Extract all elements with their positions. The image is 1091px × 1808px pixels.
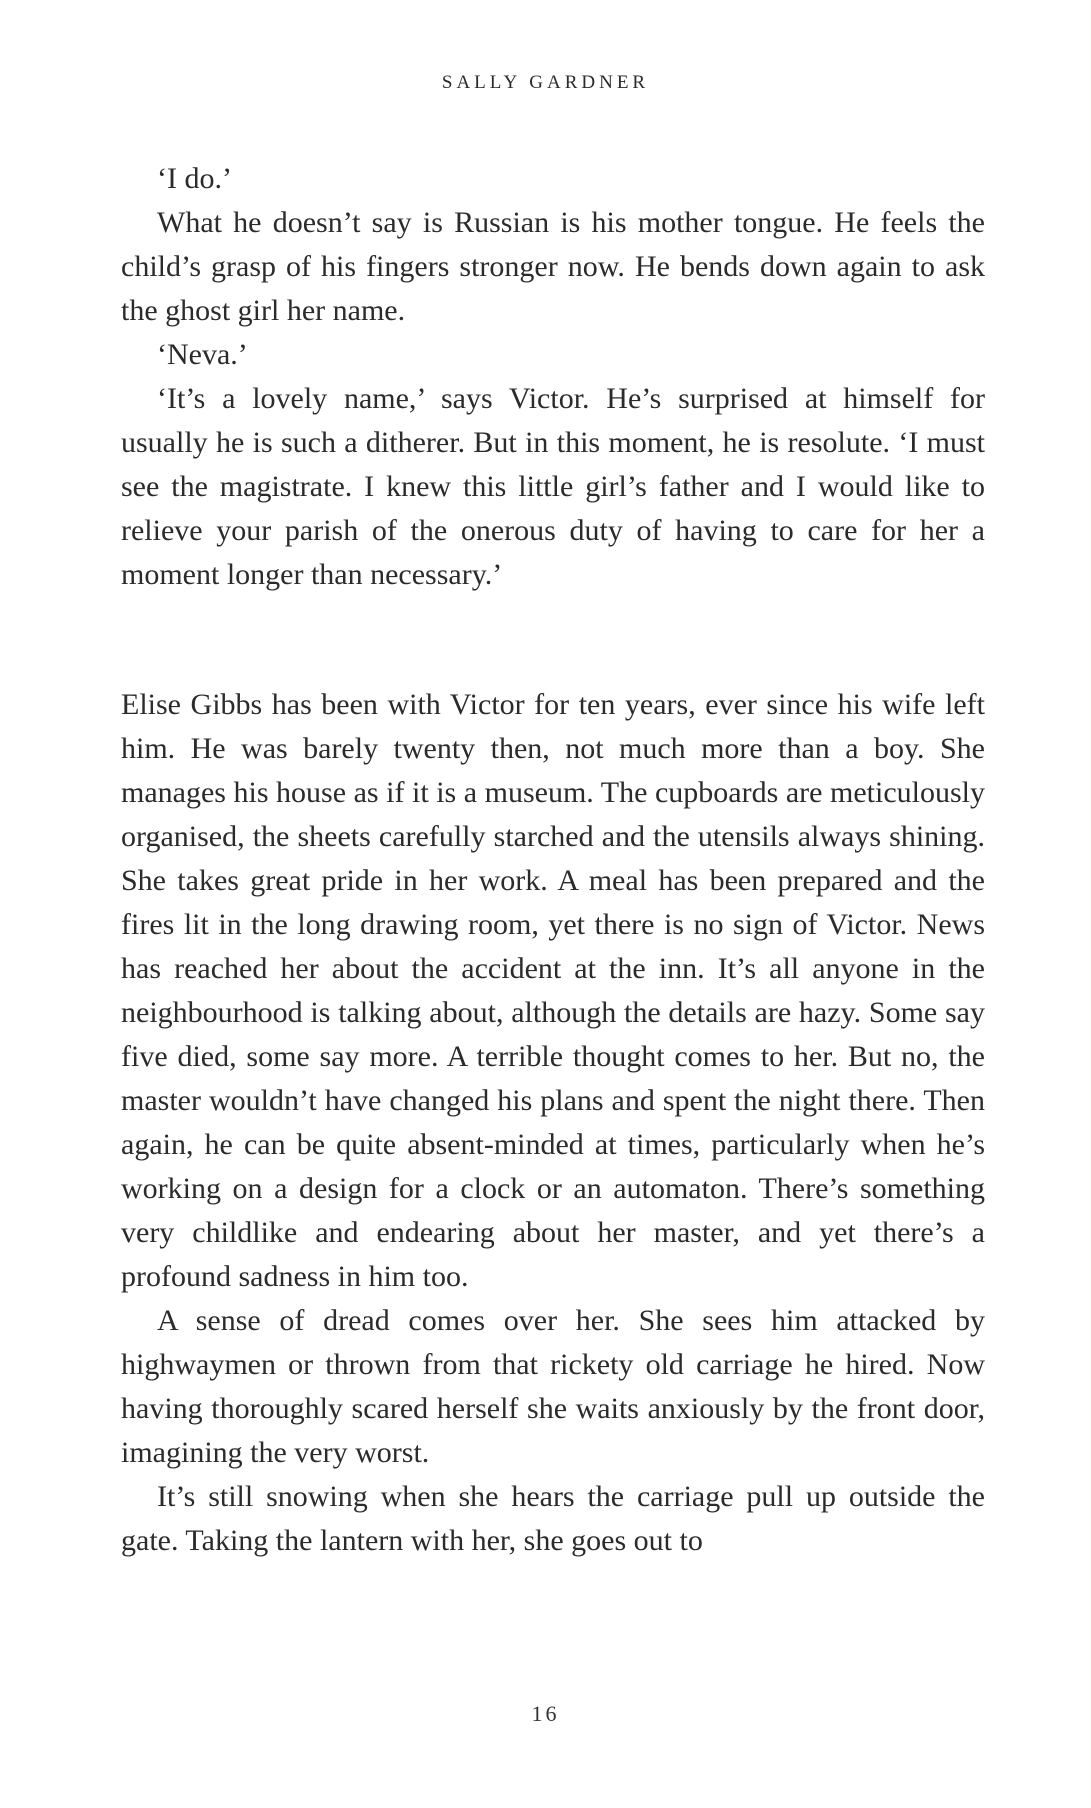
section-two-body (121, 683, 985, 1563)
running-head: SALLY GARDNER (441, 72, 650, 93)
paragraph: A sense of dread comes over her. She sees him attacked by highwaymen or thrown from that rickety old carriage he hired. Now having thoroughly scared herself she waits anxiously by the front door, imagining the very worst. (121, 1304, 985, 1469)
paragraph: ‘It’s a lovely name,’ says Victor. He’s surprised at himself for usually he is such a ditherer. But in this moment, he is resolute. ‘I must see the magistrate. I knew this little girl’s father and I would like to relieve your parish of the onerous duty of having to care for her a moment longer than necessary.’ (121, 382, 985, 591)
paragraph: ‘Neva.’ (157, 338, 248, 371)
section-one-body (121, 157, 985, 597)
paragraph: What he doesn’t say is Russian is his mother tongue. He feels the child’s grasp of his fingers stronger now. He bends down again to ask the ghost girl her name. (121, 206, 985, 327)
page-number: 16 (531, 1701, 560, 1726)
paragraph: It’s still snowing when she hears the carriage pull up outside the gate. Taking the lantern with her, she goes out to (121, 1480, 985, 1557)
paragraph: ‘I do.’ (157, 162, 232, 195)
paragraph: Elise Gibbs has been with Victor for ten years, ever since his wife left him. He was barely twenty then, not much more than a boy. She manages his house as if it is a museum. The cupboards are meticulously organised, the sheets carefully starched and the utensils always shining. She takes great pride in her work. A meal has been prepared and the fires lit in the long drawing room, yet there is no sign of Victor. News has reached her about the accident at the inn. It’s all anyone in the neighbourhood is talking about, although the details are hazy. Some say five died, some say more. A terrible thought comes to her. But no, the master wouldn’t have changed his plans and spent the night there. Then again, he can be quite absent-minded at times, particularly when he’s working on a design for a clock or an automaton. There’s something very childlike and endearing about her master, and yet there’s a profound sadness in him too. (121, 688, 985, 1293)
